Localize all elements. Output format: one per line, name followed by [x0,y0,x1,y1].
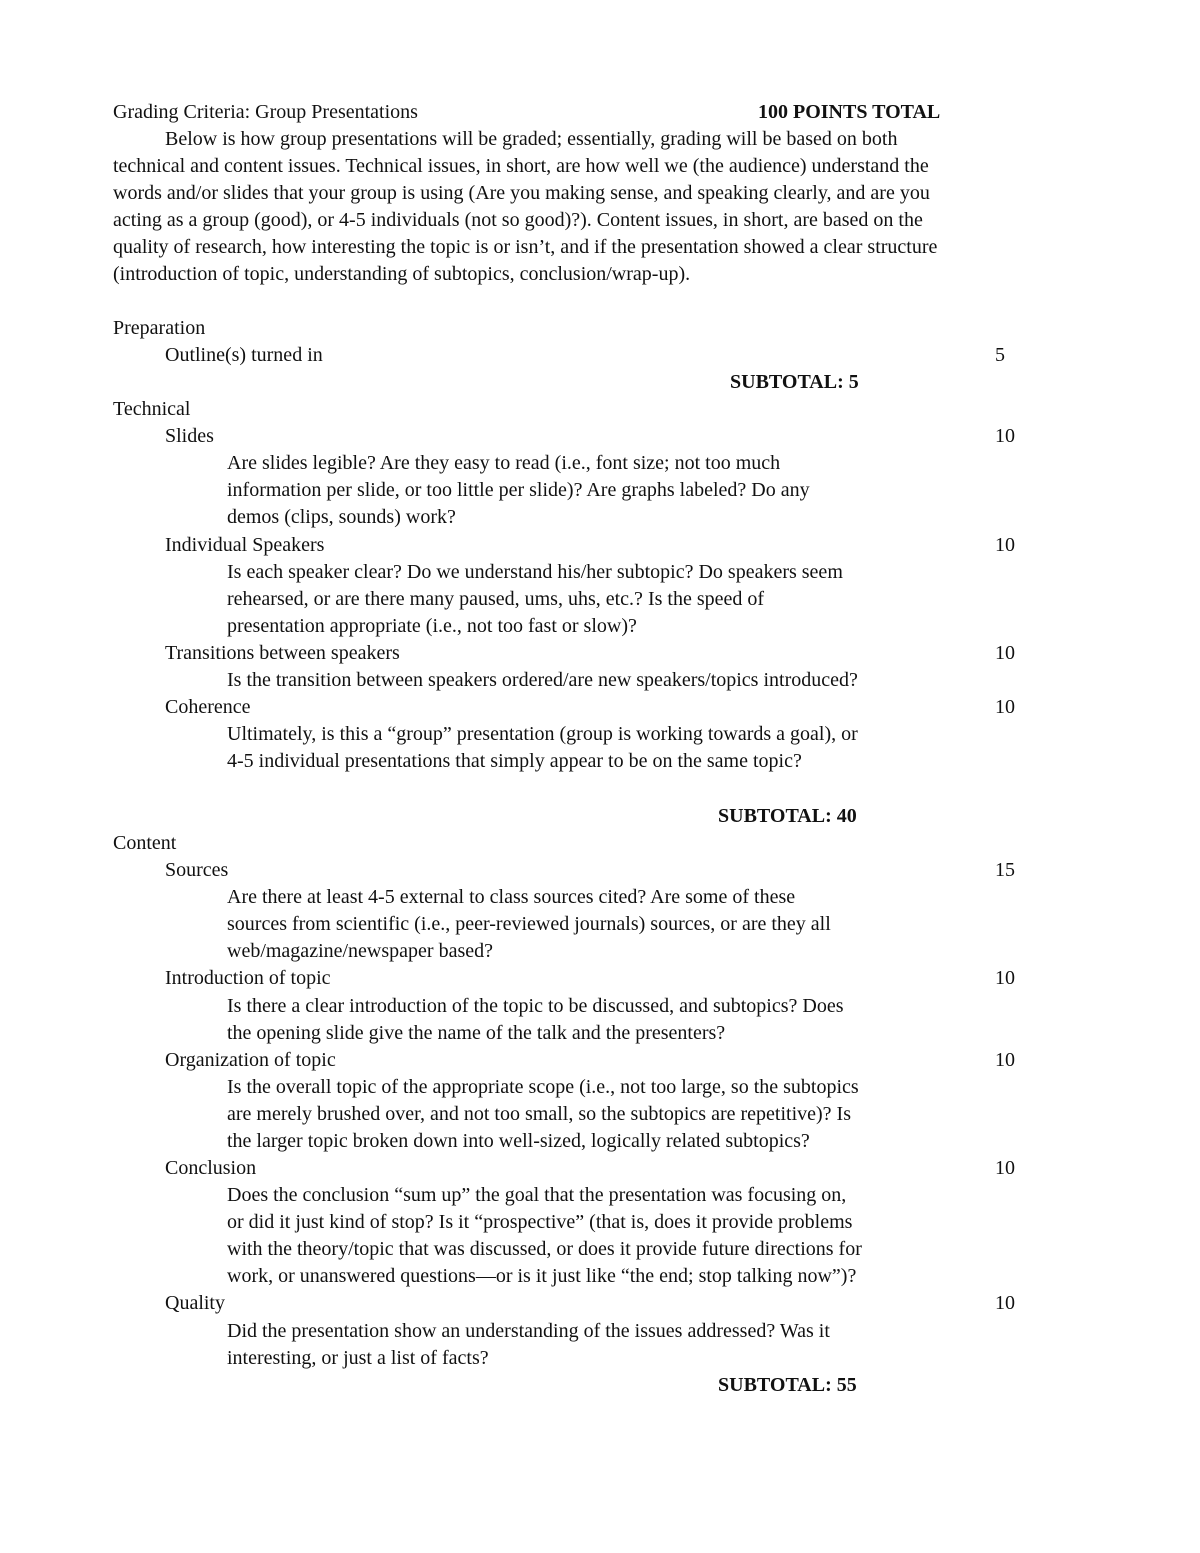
criterion-description: the larger topic broken down into well-sized, logically related subtopics? [227,1130,810,1152]
criterion-description: 4-5 individual presentations that simply appear to be on the same topic? [227,750,802,772]
criterion-description: Did the presentation show an understanding of the issues addressed? Was it [227,1320,830,1342]
criterion-description: rehearsed, or are there many paused, ums, uhs, etc.? Is the speed of [227,588,765,610]
criterion-points: 15 [995,859,1015,881]
criterion-label: Conclusion [165,1157,257,1179]
subtotal: SUBTOTAL: 5 [730,371,859,393]
criterion-label: Sources [165,859,229,881]
criterion-points: 5 [995,344,1005,366]
criterion-label: Outline(s) turned in [165,344,323,366]
points-total: 100 POINTS TOTAL [758,101,941,123]
criterion-points: 10 [995,967,1015,989]
criterion-description: sources from scientific (i.e., peer-reviewed journals) sources, or are they all [227,913,831,935]
criterion-description: or did it just kind of stop? Is it “prospective” (that is, does it provide problems [227,1211,853,1233]
criterion-points: 10 [995,425,1015,447]
intro-line: (introduction of topic, understanding of subtopics, conclusion/wrap-up). [113,263,691,285]
criterion-points: 10 [995,1049,1015,1071]
criterion-description: web/magazine/newspaper based? [227,940,493,962]
criterion-points: 10 [995,1157,1015,1179]
section-heading: Content [113,832,177,854]
criterion-label: Quality [165,1292,225,1314]
criterion-label: Introduction of topic [165,967,331,989]
criterion-points: 10 [995,696,1015,718]
intro-line: technical and content issues. Technical issues, in short, are how well we (the audience) understand the [113,155,929,177]
criterion-description: presentation appropriate (i.e., not too fast or slow)? [227,615,637,637]
criterion-description: with the theory/topic that was discussed, or does it provide future directions for [227,1238,862,1260]
criterion-description: the opening slide give the name of the talk and the presenters? [227,1022,726,1044]
document-title: Grading Criteria: Group Presentations [113,101,418,123]
criterion-label: Slides [165,425,214,447]
criterion-points: 10 [995,534,1015,556]
criterion-points: 10 [995,1292,1015,1314]
intro-line: acting as a group (good), or 4-5 individuals (not so good)?). Content issues, in short, are based on the [113,209,923,231]
subtotal: SUBTOTAL: 40 [718,805,857,827]
criterion-description: are merely brushed over, and not too small, so the subtopics are repetitive)? Is [227,1103,852,1125]
criterion-description: information per slide, or too little per slide)? Are graphs labeled? Do any [227,479,810,501]
criterion-description: Is there a clear introduction of the topic to be discussed, and subtopics? Does [227,995,844,1017]
criterion-description: interesting, or just a list of facts? [227,1347,489,1369]
criterion-description: Is each speaker clear? Do we understand his/her subtopic? Do speakers seem [227,561,843,583]
criterion-label: Individual Speakers [165,534,325,556]
criterion-description: Is the overall topic of the appropriate scope (i.e., not too large, so the subtopics [227,1076,859,1098]
subtotal: SUBTOTAL: 55 [718,1374,857,1396]
criterion-description: work, or unanswered questions—or is it just like “the end; stop talking now”)? [227,1265,857,1287]
intro-line: words and/or slides that your group is using (Are you making sense, and speaking clearly, and are you [113,182,930,204]
criterion-description: Does the conclusion “sum up” the goal that the presentation was focusing on, [227,1184,847,1206]
intro-line: quality of research, how interesting the topic is or isn’t, and if the presentation showed a clear structure [113,236,938,258]
criterion-description: Ultimately, is this a “group” presentation (group is working towards a goal), or [227,723,858,745]
criterion-description: Are slides legible? Are they easy to read (i.e., font size; not too much [227,452,781,474]
criterion-label: Transitions between speakers [165,642,400,664]
criterion-description: Are there at least 4-5 external to class sources cited? Are some of these [227,886,796,908]
intro-line: Below is how group presentations will be graded; essentially, grading will be based on both [165,128,898,150]
criterion-label: Coherence [165,696,251,718]
section-heading: Technical [113,398,191,420]
criterion-description: Is the transition between speakers ordered/are new speakers/topics introduced? [227,669,858,691]
criterion-label: Organization of topic [165,1049,336,1071]
section-heading: Preparation [113,317,206,339]
criterion-points: 10 [995,642,1015,664]
criterion-description: demos (clips, sounds) work? [227,506,456,528]
